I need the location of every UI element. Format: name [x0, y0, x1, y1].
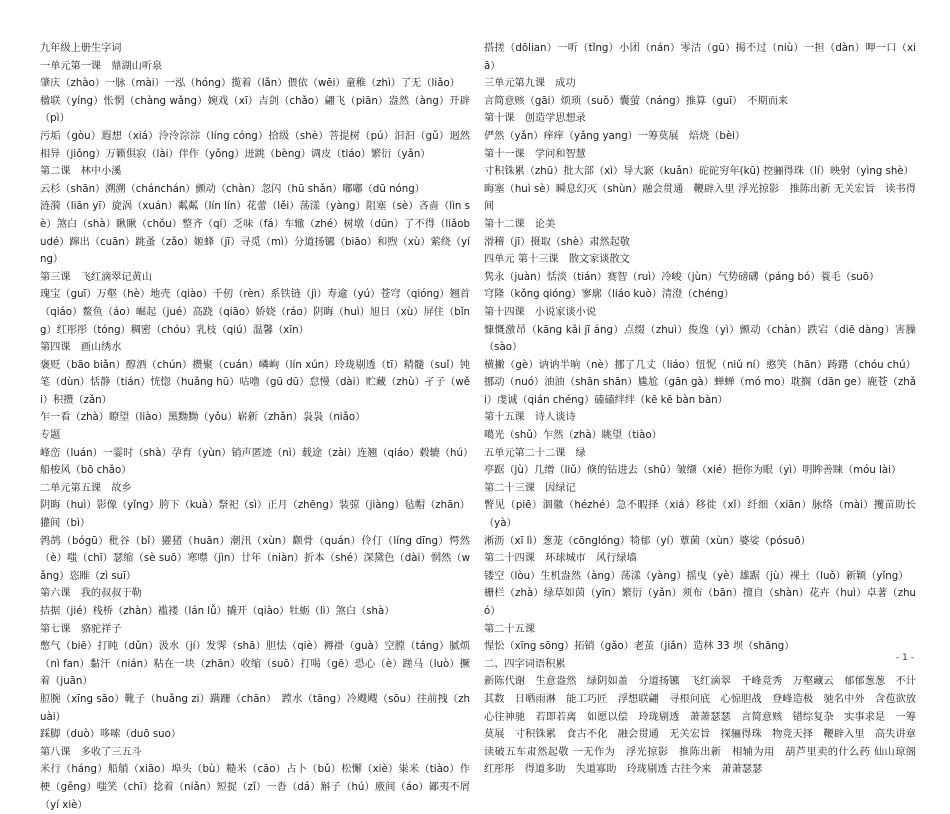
- text-line: 瞥见（piē）涸徽（hézhé）急不暇择（xiá）移徙（xǐ）纤细（xiān）脉络（mài）攫苗助长（yà）: [484, 500, 916, 530]
- text-line: 淅沥（xī lì）葱茏（cōnglóng）犄郁（yí）蕈菌（xùn）婆娑（pósuō）: [484, 535, 811, 547]
- text-line: 肇庆（zhào）一脉（mài）一泓（hóng）揽着（lǎn）偎依（wēi）童稚（zhì）了无（liǎo）: [40, 78, 460, 90]
- text-line: 四单元 第十三课 散文家谈散文: [484, 254, 630, 266]
- text-line: 鹁鸪（bógū）秕谷（bǐ）獾猪（huān）潮汛（xùn）颧骨（quán）伶仃（líng dīng）愕然（è）嗤（chī）瑟缩（sè suō）寒噤（jìn）廿年（niàn）折本（shé）深黛色（dài）惘然（wǎng）恣睢（zì suī）: [40, 535, 470, 582]
- text-line: 横撇（gè）讷讷半晌（nè）挪了几丈（liáo）忸怩（niǔ ní）憨笑（hān）踌躇（chóu chú）挪动（nuó）油油（shān shān）尴尬（gān gà）蝉蝉（mó mo）耽搁（dān ge）鹿苍（zhǎi）虔诚（qián chéng）磕磕绊绊（kē kē bàn bàn）: [484, 359, 916, 406]
- text-line: 踩脚（duò）哆嗦（duō suo）: [40, 729, 182, 741]
- text-line: 搭搓（dōlian）一听（tǐng）小团（nán）零沽（gū）揭不过（niù）一担（dàn）呷一口（xiā）: [484, 43, 916, 72]
- text-line: 憋气（biē）打盹（dǔn）汲水（jí）发霁（shā）胆怯（qiè）褥褂（guà）空膛（táng）腻烦（nì fan）黏汗（nián）粘在一块（zhān）收缩（suō）打喝（gē）恐心（è）蹉马（luò）撅着（juān）: [40, 641, 470, 688]
- text-line: 第十一课 学问和智慧: [484, 148, 586, 160]
- text-line: 第十课 创造学思想录: [484, 113, 586, 125]
- text-line: 第十二课 论美: [484, 218, 556, 230]
- text-line: 三单元第九课 成功: [484, 78, 576, 90]
- text-line: 晦塞（huì sè）瞬息幻灭（shùn）融会贯通 鞭辟入里 浮光掠影 推陈出新 无关宏旨 读书得间: [484, 183, 916, 213]
- text-line: 第十四课 小说家谈小说: [484, 306, 597, 318]
- text-line: 慷慨激昂（kāng kǎi jī áng）点缀（zhuì）俊逸（yì）颤动（chàn）跌宕（diē dàng）害臊（sào）: [484, 324, 916, 354]
- text-line: 第三课 飞红滴翠记黄山: [40, 271, 153, 283]
- text-line: 二单元第五课 故乡: [40, 482, 132, 494]
- text-line: 隽永（juàn）恬淡（tián）赛智（ruì）冷峻（jùn）气势磅礴（páng bó）蓑毛（suō）: [484, 271, 880, 283]
- text-line: 新陈代谢 生意盎然 绿阴如盖 分道扬镳 飞红滴翠 千峰竞秀 万壑藏云 郁郁葱葱 不计其数 日晒雨淋 能工巧匠 浮想联翩 寻根问底 心惊胆战 登峰造极 驰名中外 含苞欲放 心往神驰 若即若离 如愿以偿 玲珑剔透 萧萧瑟瑟 言简意赅 错综复杂 实事求是 一筹莫展 寸积铢累 食古不化 融会贯通 无关宏旨 探骊得珠 物竞天择 鞭辟入里 高失讲章 读破五车肃然起敬 一无作为 浮光掠影 推陈出新 相辅为用 葫芦里卖的什么药 仙山琼阁 红彤彤 得道多助 失道寡助 玲珑剔透 古往今来 萧萧瑟瑟: [484, 676, 927, 776]
- right-text-column: [484, 40, 927, 779]
- text-line: 滑稽（jī）摄取（shè）肃然起敬: [484, 236, 630, 248]
- text-line: 第六课 我的叔叔于勒: [40, 588, 142, 600]
- text-line: 寸积铢累（zhū）批大部（xì）导大窾（kuǎn）砣砣穷年(kū) 控骊得珠（lí）映射（yìng shè）: [484, 166, 914, 178]
- text-line: 专题: [40, 430, 61, 442]
- text-line: 污垢（gòu）遐想（xiá）泠泠淙淙（líng cóng）拾级（shè）菩提树（pú）汩汩（gǔ）迥然相异（jiǒng）万籁俱寂（lài）伴作（yǒng）迸跳（bèng）调皮（tiáo）繁衍（yǎn）: [40, 130, 470, 160]
- text-line: 五单元第二十二课 绿: [484, 447, 586, 459]
- text-line: 拮据（jié）栈桥（zhàn）褴褛（lán lǚ）撬开（qiào）牡蛎（lì）煞白（shà）: [40, 606, 395, 617]
- text-line: 褒贬（bāo biǎn）醇酒（chún）攒聚（cuán）嶙峋（lín xún）玲珑剔透（tī）精髓（suǐ）钝笔（dùn）恬静（tián）恍惚（huǎng hū）咕噜（gū dū）怠慢（dài）贮藏（zhù）孑子（wěi）积攒（zǎn）: [40, 359, 470, 406]
- text-line: 镂空（lòu）生机盎然（àng）荡漾（yàng）摇曳（yè）雄踞（jù）裸土（luǒ）新颖（yǐng）: [484, 570, 909, 582]
- text-line: 米行（háng）船艄（xiāo）埠头（bù）糙米（cāo）占卜（bǔ）松懈（xiè）粜米（tiào）作梗（gěng）嗤笑（chī）捻着（niǎn）短捉（zǐ）一沓（dá）斛子（hú）廒间（áo）鄙夷不屑（yí xiè）: [40, 764, 470, 811]
- text-line: 九年级上册生字词: [40, 43, 122, 54]
- text-line: 脰腕（xīng sāo）靴子（huǎng zi）蹒跚（chān） 蹚水（tāng）冷飕飕（sōu）往前拽（zhuài）: [40, 693, 470, 723]
- page-number: - 1 -: [896, 653, 914, 663]
- text-line: 惺忪（xīng sōng）拓销（gǎo）老茧（jiǎn）造林 33 坝（shāng）: [484, 641, 795, 653]
- left-text-column: [40, 40, 474, 814]
- text-line: 俨然（yǎn）痒痒（yǎng yang）一筹莫展 焙烧（bèi）: [484, 130, 746, 142]
- text-line: 乍一看（zhà）瞭望（liào）黑黝黝（yǒu）崭新（zhǎn）袅袅（niǎo）: [40, 412, 366, 424]
- text-line: 亭踞（jù）几缯（liǔ）倏的钻进去（shū）皱缬（xié）挹你为眼（yì）明眸善睐（móu lài）: [484, 465, 902, 477]
- text-line: 噶光（shǔ）乍然（zhà）眺望（tiào）: [484, 430, 662, 442]
- text-line: 穹隆（kǒng qióng）寥廓（liáo kuò）清澄（chéng）: [484, 289, 734, 301]
- text-line: 云杉（shān）溯溯（chánchán）颤动（chàn）忽闪（hū shǎn）嘟嘟（dū nóng）: [40, 183, 425, 195]
- text-line: 涟漪（liān yī）旋涡（xuán）粼粼（lín lín）花蕾（lěi）荡漾（yàng）阻塞（sè）吝啬（lìn sè）煞白（shà）瞅瞅（chǒu）整齐（qí）乏味（fá）车辙（zhé）树墩（dūn）了不得（liǎobudé）蹿出（cuān）跳蚤（zǎo）姬蜂（jī）寻觅（mì）分道扬镳（biāo）和煦（xù）萦绕（yíng）: [40, 201, 470, 266]
- text-line: 瑰宝（guī）万壑（hè）地壳（qiào）千仞（rèn）系铁链（jì）寿逾（yú）苍穹（qióng）翘首（qiáo）鳌鱼（áo）崛起（jué）高跷（qiāo）娇娆（ráo）阴晦（huì）旭日（xù）屏住（bǐng）红彤彤（tóng）稠密（chóu）乳枝（qiú）温馨（xīn）: [40, 289, 470, 336]
- text-line: 第二十五课: [484, 623, 535, 635]
- text-line: 栅栏（zhà）绿草如茵（yīn）繁衍（yǎn）须布（bān）擅自（shàn）花卉（huì）卓著（zhuó）: [484, 588, 916, 617]
- text-line: 第二十三课 因绿记: [484, 482, 576, 494]
- text-line: 一单元第一课 鼎湖山听泉: [40, 60, 163, 72]
- text-line: 峰峦（luán）一霎时（shà）孕育（yùn）销声匿迹（nì）载途（zài）连翘（qiáo）毂辘（hú）: [40, 447, 474, 459]
- text-line: 阴晦（huì）影像（yǐng）胯下（kuà）祭祀（sì）正月（zhēng）装弶（jiàng）毡帽（zhān）獾间（bì）: [40, 500, 470, 530]
- text-line: 二、四字词语积累: [484, 658, 566, 670]
- text-line: 第八课 多收了三五斗: [40, 746, 142, 758]
- text-line: 第二十四课 环球城市 风行绿墙: [484, 553, 637, 565]
- text-line: 楹联（yíng）怅惘（chàng wǎng）婉戏（xī）吉剑（chǎo）翩飞（piān）盎然（àng）开辟（pì）: [40, 95, 470, 125]
- text-line: 言简意赅（gāi）烦琐（suǒ）囊萤（náng）推算（guī） 不期而来: [484, 95, 789, 107]
- text-line: 第二课 林中小溪: [40, 166, 122, 178]
- text-line: 第十五课 诗人谈诗: [484, 412, 576, 424]
- text-line: 船梭风（bō chǎo）: [40, 465, 132, 477]
- text-line: 第四课 画山绣水: [40, 342, 122, 354]
- text-line: 第七课 骆驼祥子: [40, 623, 122, 635]
